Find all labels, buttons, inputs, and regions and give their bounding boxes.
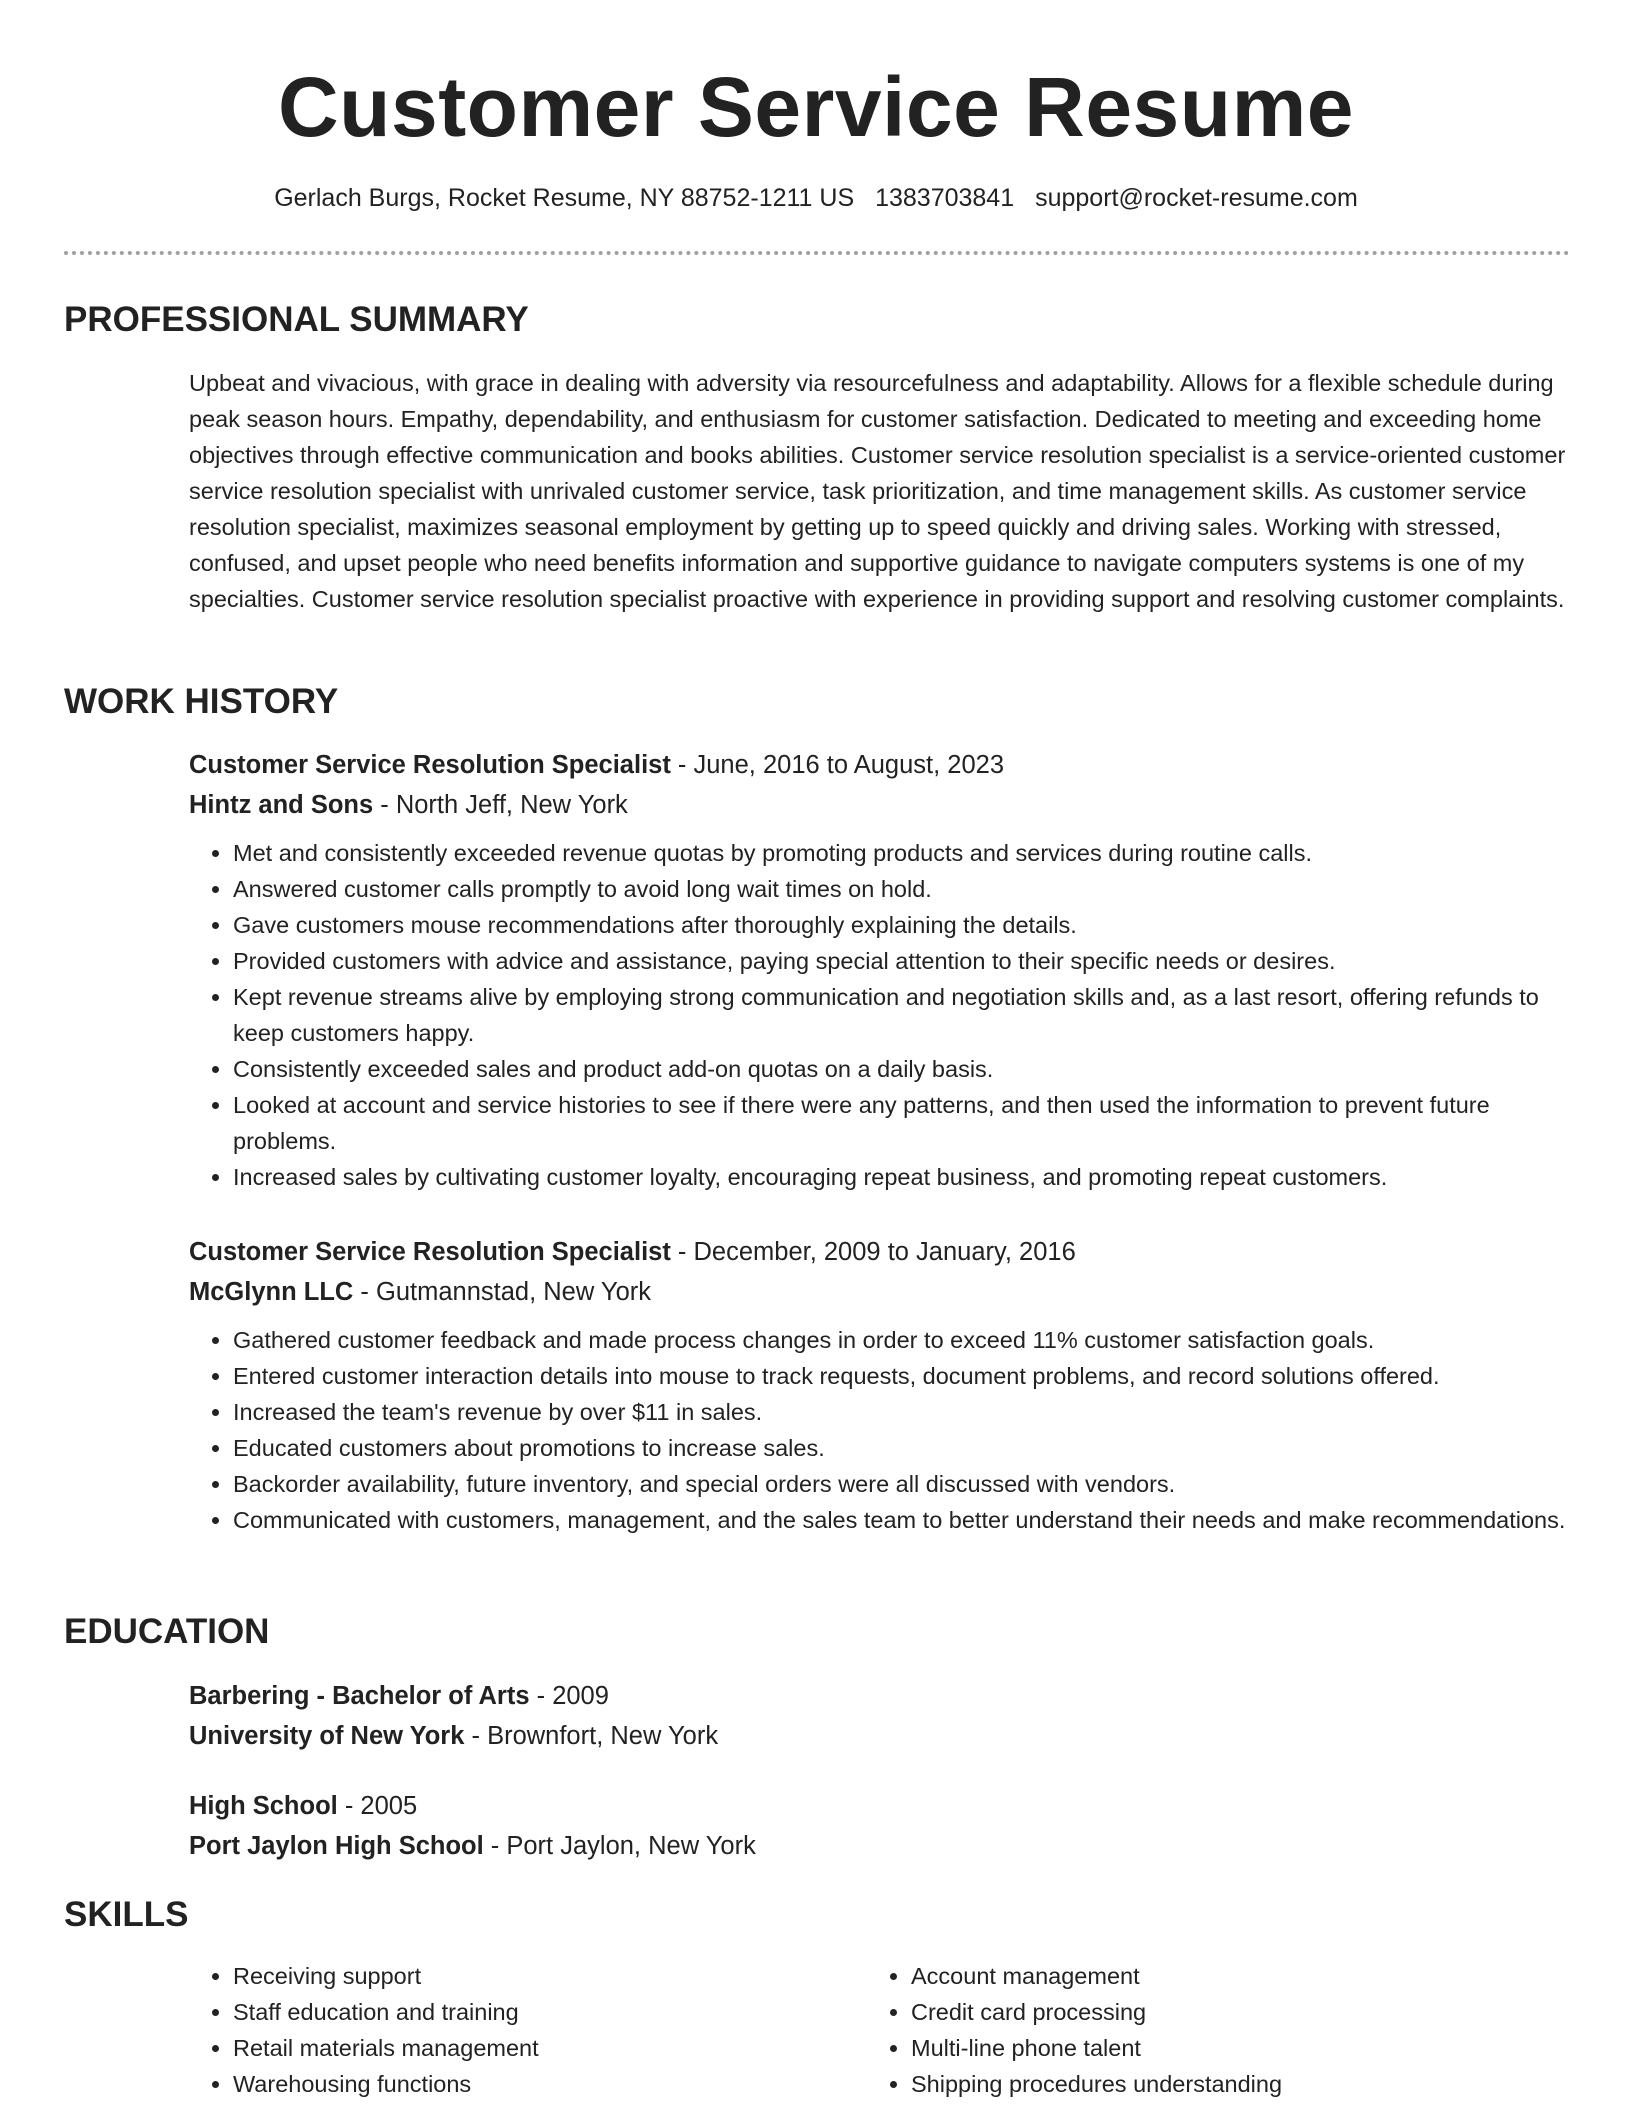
list-item: • Receiving support bbox=[233, 1958, 867, 1994]
school: University of New York bbox=[189, 1722, 465, 1750]
work-history-heading: WORK HISTORY bbox=[64, 682, 339, 721]
school-location: - Port Jaylon, New York bbox=[483, 1832, 756, 1860]
job-company: McGlynn LLC bbox=[189, 1278, 354, 1306]
job-duties-list bbox=[189, 835, 1569, 1195]
list-item: • Consistently exceeded sales and product add-on quotas on a daily basis. bbox=[233, 1051, 1569, 1087]
summary-heading: PROFESSIONAL SUMMARY bbox=[64, 300, 529, 339]
list-item: • Increased sales by cultivating customer loyalty, encouraging repeat business, and promoting repeat customers. bbox=[233, 1159, 1569, 1195]
list-item: • Provided customers with advice and assistance, paying special attention to their specific needs or desires. bbox=[233, 943, 1569, 979]
list-item: • Credit card processing bbox=[911, 1994, 1282, 2030]
job-entry bbox=[189, 745, 1569, 1195]
contact-phone: 1383703841 bbox=[875, 184, 1015, 212]
job-title-line bbox=[189, 1232, 1569, 1272]
header-divider bbox=[64, 251, 1570, 255]
contact-email[interactable]: support@rocket-resume.com bbox=[1035, 184, 1358, 212]
list-item: • Retail materials management bbox=[233, 2030, 867, 2066]
degree: High School bbox=[189, 1792, 338, 1820]
list-item: • Backorder availability, future inventory, and special orders were all discussed with vendors. bbox=[233, 1466, 1569, 1502]
education-heading: EDUCATION bbox=[64, 1612, 270, 1651]
skills-column-1 bbox=[189, 1958, 867, 2102]
school-line bbox=[189, 1716, 1569, 1756]
job-company-line bbox=[189, 1272, 1569, 1312]
job-company-line bbox=[189, 785, 1569, 825]
list-item: • Staff education and training bbox=[233, 1994, 867, 2030]
job-title: Customer Service Resolution Specialist bbox=[189, 1238, 671, 1266]
list-item: • Increased the team's revenue by over $11 in sales. bbox=[233, 1394, 1569, 1430]
resume-title: Customer Service Resume bbox=[278, 60, 1354, 154]
skills-heading: SKILLS bbox=[64, 1895, 189, 1934]
summary-text: Upbeat and vivacious, with grace in dealing with adversity via resourcefulness and adaptability. Allows for a flexible schedule during peak season hours. Empathy, dependability, and enthusiasm for customer satisfaction. Dedicated to meeting and exceeding home objectives through effective communication and books abilities. Customer service resolution specialist is a service-oriented customer service resolution specialist with unrivaled customer service, task prioritization, and time management skills. As customer service resolution specialist, maximizes seasonal employment by getting up to speed quickly and driving sales. Working with stressed, confused, and upset people who need benefits information and supportive guidance to navigate computers systems is one of my specialties. Customer service resolution specialist proactive with experience in providing support and resolving customer complaints. bbox=[189, 370, 1566, 612]
list-item: • Gave customers mouse recommendations after thoroughly explaining the details. bbox=[233, 907, 1569, 943]
school-location: - Brownfort, New York bbox=[464, 1722, 719, 1750]
job-company: Hintz and Sons bbox=[189, 791, 374, 819]
list-item: • Answered customer calls promptly to avoid long wait times on hold. bbox=[233, 871, 1569, 907]
education-entry bbox=[189, 1676, 1569, 1756]
job-location: - North Jeff, New York bbox=[373, 791, 628, 819]
school: Port Jaylon High School bbox=[189, 1832, 484, 1860]
list-item: • Shipping procedures understanding bbox=[911, 2066, 1282, 2102]
job-dates: - December, 2009 to January, 2016 bbox=[670, 1238, 1076, 1266]
contact-info bbox=[0, 180, 1632, 216]
list-item: • Entered customer interaction details into mouse to track requests, document problems, and record solutions offered. bbox=[233, 1358, 1569, 1394]
list-item: • Met and consistently exceeded revenue quotas by promoting products and services during routine calls. bbox=[233, 835, 1569, 871]
degree-year: - 2005 bbox=[337, 1792, 418, 1820]
education-entry bbox=[189, 1786, 1569, 1866]
job-title-line bbox=[189, 745, 1569, 785]
skills-list bbox=[189, 1958, 1569, 2102]
school-line bbox=[189, 1826, 1569, 1866]
degree: Barbering - Bachelor of Arts bbox=[189, 1682, 530, 1710]
list-item: • Warehousing functions bbox=[233, 2066, 867, 2102]
list-item: • Account management bbox=[911, 1958, 1282, 1994]
list-item: • Multi-line phone talent bbox=[911, 2030, 1282, 2066]
job-title: Customer Service Resolution Specialist bbox=[189, 751, 671, 779]
list-item: • Communicated with customers, management, and the sales team to better understand their needs and make recommendations. bbox=[233, 1502, 1569, 1538]
job-entry bbox=[189, 1232, 1569, 1538]
job-dates: - June, 2016 to August, 2023 bbox=[670, 751, 1004, 779]
skills-column-2 bbox=[867, 1958, 1282, 2102]
degree-line bbox=[189, 1676, 1569, 1716]
degree-line bbox=[189, 1786, 1569, 1826]
degree-year: - 2009 bbox=[529, 1682, 609, 1710]
job-duties-list bbox=[189, 1322, 1569, 1538]
list-item: • Looked at account and service histories to see if there were any patterns, and then used the information to prevent future problems. bbox=[233, 1087, 1569, 1159]
contact-address: Gerlach Burgs, Rocket Resume, NY 88752-1211 US bbox=[274, 184, 855, 212]
job-location: - Gutmannstad, New York bbox=[353, 1278, 651, 1306]
list-item: • Kept revenue streams alive by employing strong communication and negotiation skills and, as a last resort, offering refunds to keep customers happy. bbox=[233, 979, 1569, 1051]
list-item: • Educated customers about promotions to increase sales. bbox=[233, 1430, 1569, 1466]
list-item: • Gathered customer feedback and made process changes in order to exceed 11% customer satisfaction goals. bbox=[233, 1322, 1569, 1358]
